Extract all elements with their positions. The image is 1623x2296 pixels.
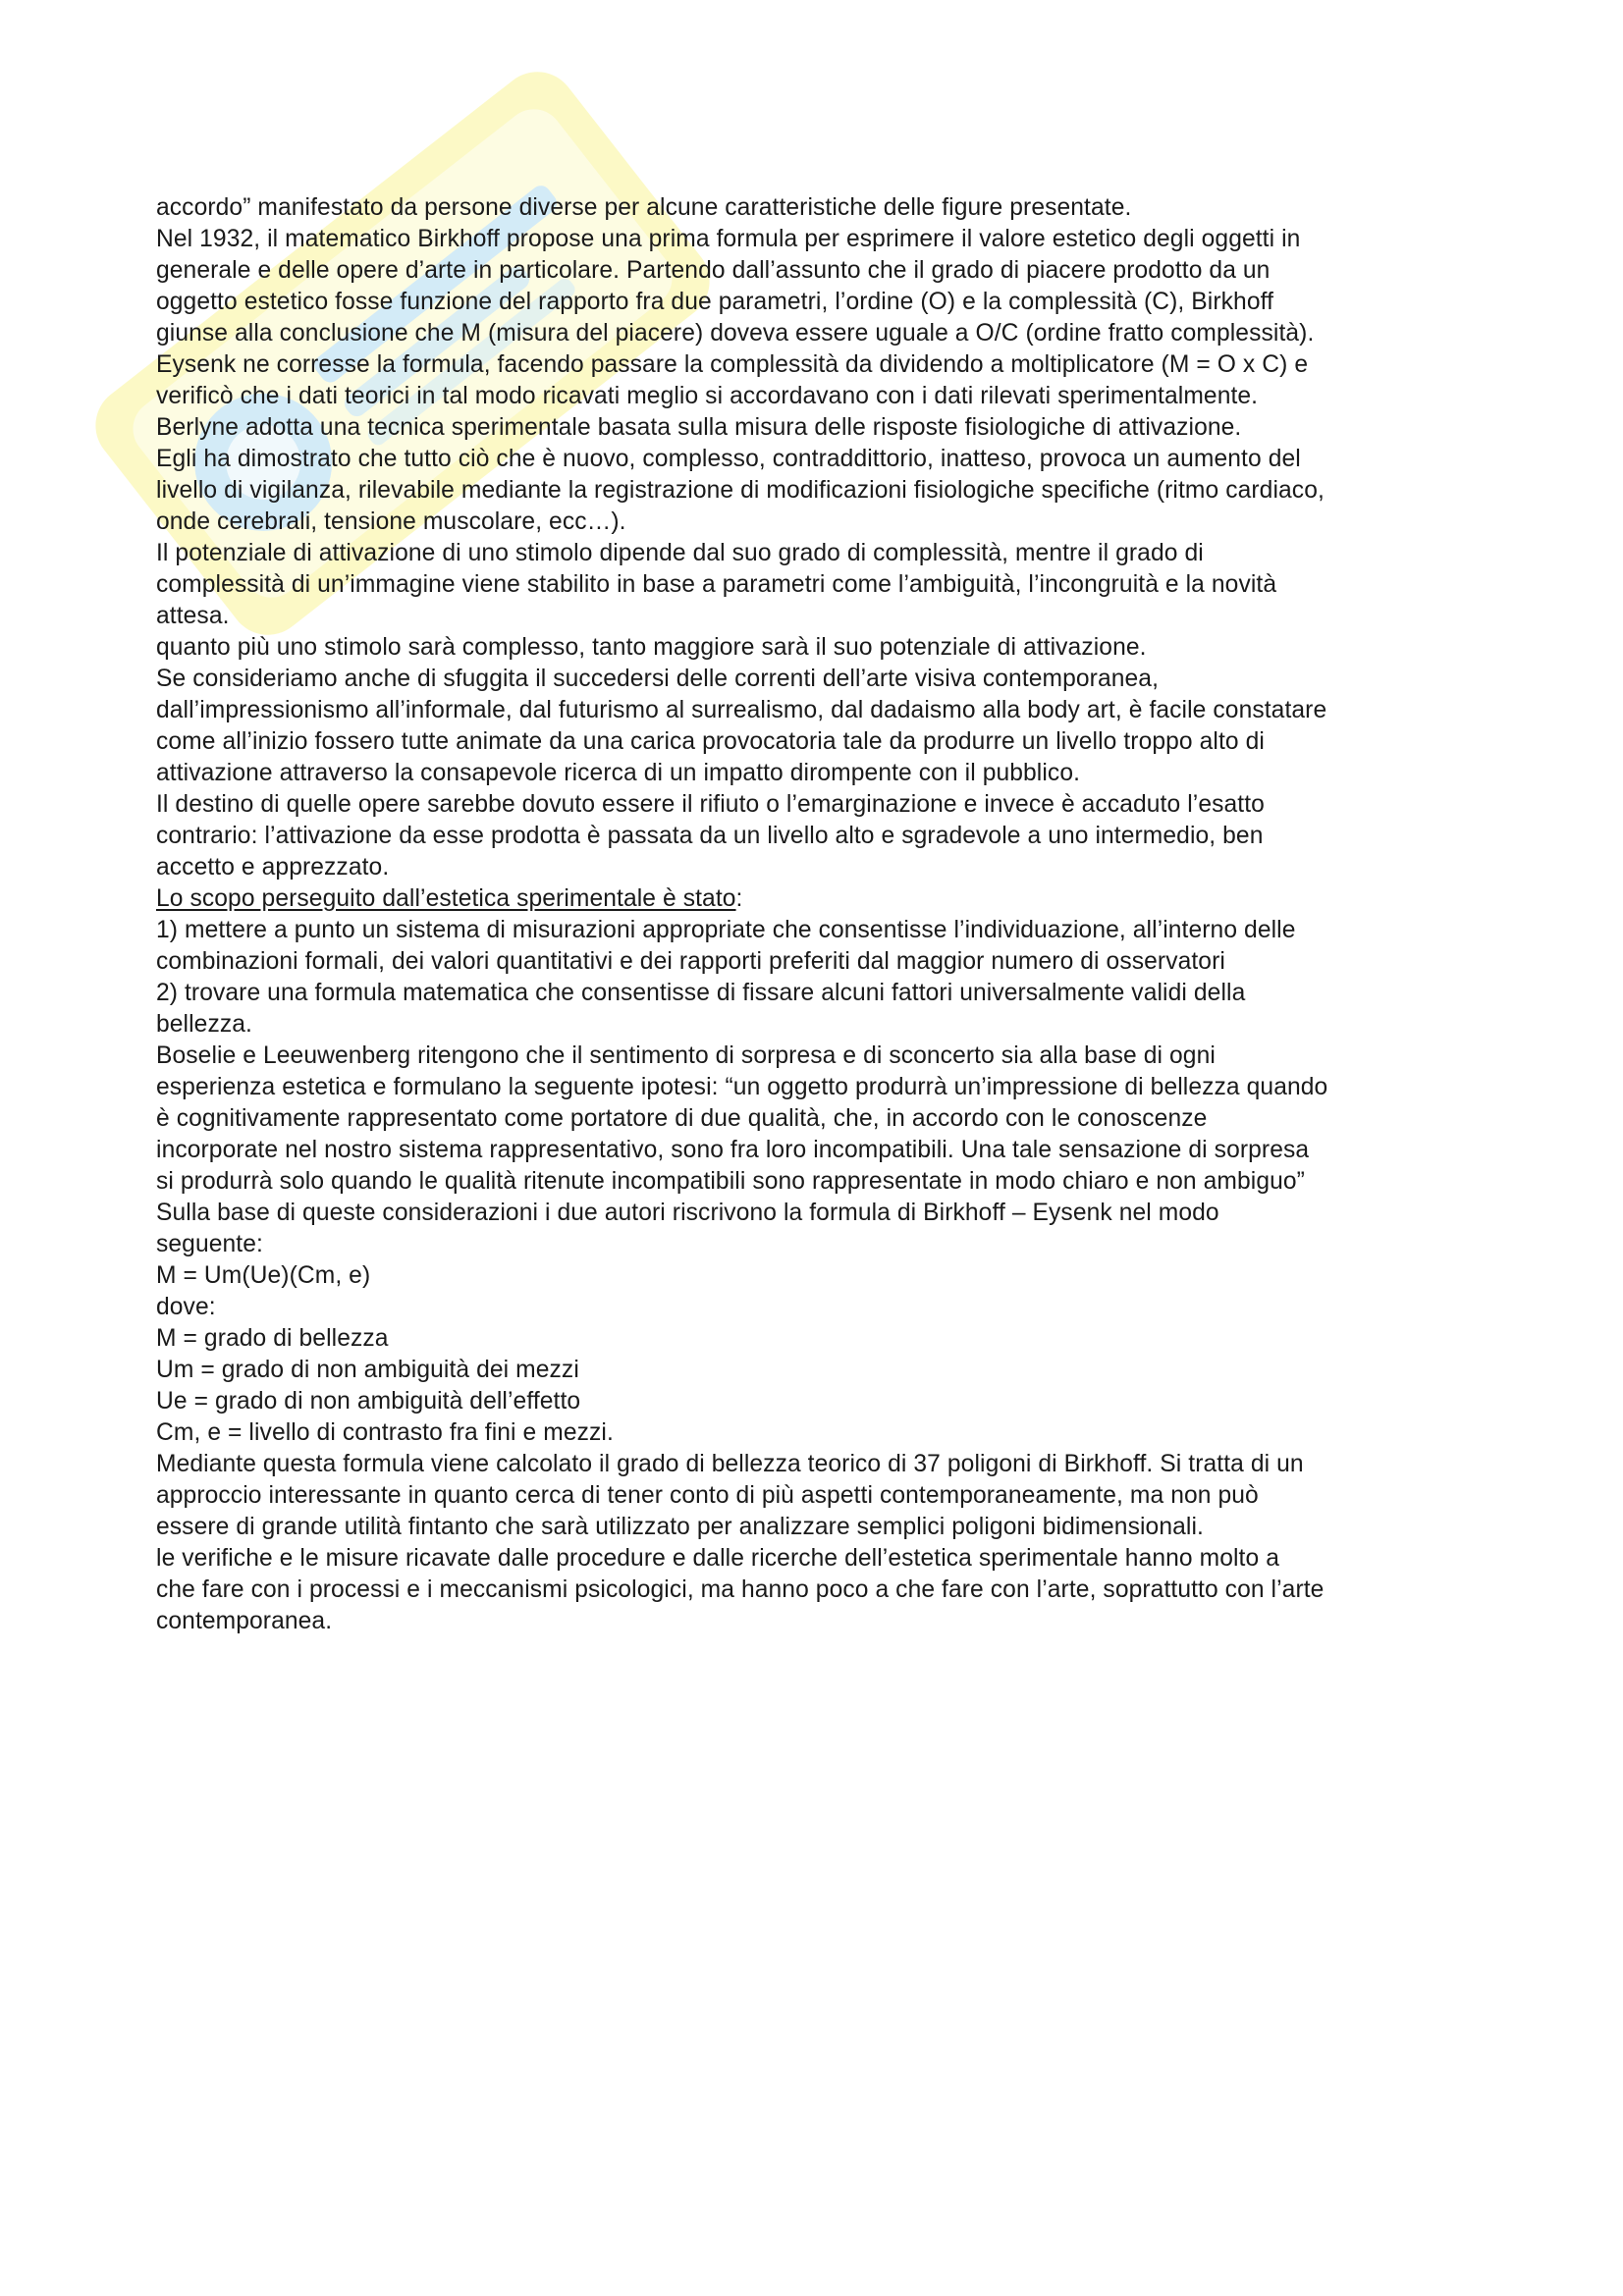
text-line: dove: — [156, 1294, 216, 1320]
text-line: Berlyne adotta una tecnica sperimentale basata sulla misura delle risposte fisiologiche di attivazione. — [156, 414, 1242, 441]
text-line: contrario: l’attivazione da esse prodotta è passata da un livello alto e sgradevole a uno intermedio, ben — [156, 823, 1264, 849]
text-line: contemporanea. — [156, 1608, 333, 1634]
text-line: come all’inizio fossero tutte animate da una carica provocatoria tale da produrre un livello troppo alto di — [156, 728, 1265, 755]
text-line: Boselie e Leeuwenberg ritengono che il sentimento di sorpresa e di sconcerto sia alla base di ogni — [156, 1042, 1216, 1069]
text-line: generale e delle opere d’arte in particolare. Partendo dall’assunto che il grado di piacere prodotto da un — [156, 257, 1271, 284]
formula-line: M = Um(Ue)(Cm, e) — [156, 1262, 371, 1289]
text-line: giunse alla conclusione che M (misura del piacere) doveva essere uguale a O/C (ordine fratto complessità). — [156, 320, 1315, 347]
text-line: 1) mettere a punto un sistema di misurazioni appropriate che consentisse l’individuazione, all’interno delle — [156, 917, 1296, 943]
text-line: accetto e apprezzato. — [156, 854, 390, 881]
text-line: accordo” manifestato da persone diverse per alcune caratteristiche delle figure presentate. — [156, 194, 1132, 221]
section-heading-line — [156, 883, 1482, 915]
text-line: le verifiche e le misure ricavate dalle procedure e dalle ricerche dell’estetica sperimentale hanno molto a — [156, 1545, 1279, 1572]
text-line: si produrrà solo quando le qualità ritenute incompatibili sono rappresentate in modo chiaro e non ambiguo” — [156, 1168, 1305, 1195]
text-line: livello di vigilanza, rilevabile mediante la registrazione di modificazioni fisiologiche specifiche (ritmo cardiaco, — [156, 477, 1325, 504]
text-line: verificò che i dati teorici in tal modo ricavati meglio si accordavano con i dati rilevati sperimentalmente. — [156, 383, 1259, 409]
text-line: Nel 1932, il matematico Birkhoff propose una prima formula per esprimere il valore estetico degli oggetti in — [156, 226, 1301, 252]
text-line: 2) trovare una formula matematica che consentisse di fissare alcuni fattori universalmente validi della — [156, 980, 1246, 1006]
text-line: seguente: — [156, 1231, 263, 1257]
text-line: dall’impressionismo all’informale, dal futurismo al surrealismo, dal dadaismo alla body art, è facile constatare — [156, 697, 1327, 723]
text-line: è cognitivamente rappresentato come portatore di due qualità, che, in accordo con le conoscenze — [156, 1105, 1208, 1132]
text-line: bellezza. — [156, 1011, 252, 1038]
text-line: approccio interessante in quanto cerca di tener conto di più aspetti contemporaneamente, ma non può — [156, 1482, 1259, 1509]
text-line: attesa. — [156, 603, 230, 629]
text-line: essere di grande utilità fintanto che sarà utilizzato per analizzare semplici poligoni bidimensionali. — [156, 1514, 1204, 1540]
text-line: onde cerebrali, tensione muscolare, ecc…). — [156, 508, 626, 535]
definition-line: Um = grado di non ambiguità dei mezzi — [156, 1357, 579, 1383]
text-line: attivazione attraverso la consapevole ricerca di un impatto dirompente con il pubblico. — [156, 760, 1081, 786]
underlined-heading: Lo scopo perseguito dall’estetica sperimentale è stato — [156, 885, 736, 912]
text-line: Mediante questa formula viene calcolato il grado di bellezza teorico di 37 poligoni di Birkhoff. Si tratta di un — [156, 1451, 1304, 1477]
text-line: Eysenk ne corresse la formula, facendo passare la complessità da dividendo a moltiplicatore (M = O x C) e — [156, 351, 1309, 378]
text-line: oggetto estetico fosse funzione del rapporto fra due parametri, l’ordine (O) e la complessità (C), Birkhoff — [156, 289, 1274, 315]
text-line: esperienza estetica e formulano la seguente ipotesi: “un oggetto produrrà un’impressione di bellezza quando — [156, 1074, 1328, 1100]
text-line: Sulla base di queste considerazioni i due autori riscrivono la formula di Birkhoff – Eysenk nel modo — [156, 1200, 1219, 1226]
body-text — [156, 192, 1482, 1637]
heading-colon: : — [735, 885, 743, 912]
text-line: combinazioni formali, dei valori quantitativi e dei rapporti preferiti dal maggior numero di osservatori — [156, 948, 1225, 975]
text-line: Il potenziale di attivazione di uno stimolo dipende dal suo grado di complessità, mentre il grado di — [156, 540, 1204, 566]
text-line: Se consideriamo anche di sfuggita il succedersi delle correnti dell’arte visiva contemporanea, — [156, 666, 1160, 692]
text-line: incorporate nel nostro sistema rappresentativo, sono fra loro incompatibili. Una tale sensazione di sorpresa — [156, 1137, 1310, 1163]
definition-line: Cm, e = livello di contrasto fra fini e mezzi. — [156, 1419, 614, 1446]
text-line: Il destino di quelle opere sarebbe dovuto essere il rifiuto o l’emarginazione e invece è accaduto l’esatto — [156, 791, 1265, 818]
text-line: quanto più uno stimolo sarà complesso, tanto maggiore sarà il suo potenziale di attivazione. — [156, 634, 1147, 661]
text-line: Egli ha dimostrato che tutto ciò che è nuovo, complesso, contraddittorio, inatteso, provoca un aumento del — [156, 446, 1301, 472]
text-line: che fare con i processi e i meccanismi psicologici, ma hanno poco a che fare con l’arte, soprattutto con l’arte — [156, 1576, 1325, 1603]
text-line: complessità di un’immagine viene stabilito in base a parametri come l’ambiguità, l’incongruità e la novità — [156, 571, 1277, 598]
definition-line: Ue = grado di non ambiguità dell’effetto — [156, 1388, 581, 1415]
definition-line: M = grado di bellezza — [156, 1325, 389, 1352]
